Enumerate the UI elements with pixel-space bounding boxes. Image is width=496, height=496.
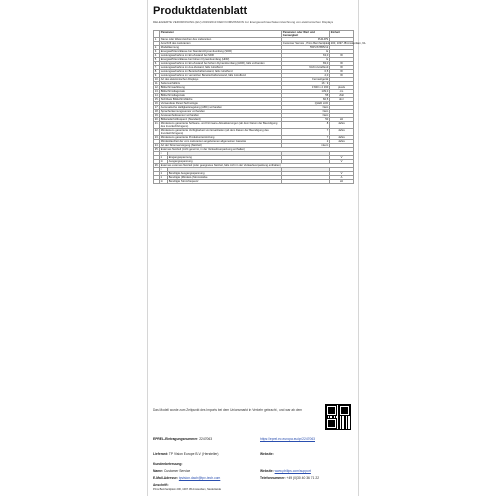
value-cell: E: [282, 50, 330, 54]
num-cell: 22.: [154, 129, 160, 136]
param-cell: Energieeffizienzklasse bei Standard-Dynamikumfang (SDR): [160, 50, 282, 54]
value-cell: 7: [282, 136, 330, 140]
support-website-link[interactable]: www.philips.com/support: [274, 469, 311, 473]
num-cell: 9.: [154, 74, 160, 78]
unit-cell: pixels: [330, 86, 354, 90]
num-cell: 17.: [154, 106, 159, 109]
param-cell: Sichtbare Bildschirmfläche: [160, 98, 282, 102]
table-row: [154, 122, 354, 129]
num-cell: 20.: [154, 118, 159, 121]
value-cell: 139,0: [282, 90, 330, 94]
table-row: 25. Externes Netzteil (nicht genormt, in der Verkaufsverpackung enthalten): [154, 148, 354, 152]
page-title: Produktdatenblatt: [153, 5, 248, 17]
qr-code-icon[interactable]: [325, 404, 351, 430]
value-cell: Customer Service , Prins Bernhardplein 200, 1097 JB Amsterdam, NL: [282, 42, 366, 45]
header-unit: Einheit: [330, 31, 354, 38]
param-cell: Leistungsaufnahme im Aus-Zustand, falls zutreffend: [160, 66, 282, 70]
num-cell: 15.: [154, 98, 159, 101]
value-cell: Nicht zutreffend: [282, 66, 330, 70]
eprel-row: EPREL-Eintragungsnummer: 2247063: [153, 437, 213, 441]
unit-cell: Jahre: [330, 129, 354, 136]
num-cell: 3.: [154, 50, 160, 54]
param-cell: Verwendete Panel-Technologie: [160, 102, 282, 106]
table-row: i: [154, 152, 354, 156]
address-label: Anschrift:: [153, 483, 169, 487]
num-cell: 7.: [154, 66, 160, 70]
value-cell: 55PUS7855/12: [282, 46, 330, 50]
external-psu-label: Externes Netzteil (nicht genormt, in der Verkaufsverpackung enthalten): [160, 148, 354, 152]
value-cell: PHILIPS: [282, 38, 330, 42]
num-cell: 10.: [154, 78, 159, 81]
param-cell: Mindestens garantierte Software- und Firmware-Aktualisierungen (ab dem Datum der Beendigung des Inverkehrbringens): [160, 122, 282, 129]
unit-cell: W: [330, 70, 354, 74]
num-cell: 21.: [154, 122, 160, 129]
num-cell: 12.: [154, 86, 159, 89]
supplier-row: Lieferant: TP Vision Europe B.V. (Hersteller): [153, 452, 219, 456]
num-cell: 13.: [154, 90, 159, 93]
param-cell: Mindestens garantierte Verfügbarkeit von Ersatzteilen (ab dem Datum der Beendigung des Inverkehrbringens): [160, 129, 282, 136]
param-cell: Mindestlaufzeit der vom Lieferanten angebotenen allgemeinen Garantie: [160, 140, 282, 144]
table-header-row: [154, 31, 354, 38]
table-row: [154, 129, 354, 136]
input-voltage-label: Eingangsspannung: [168, 156, 282, 160]
table-row: [154, 62, 354, 66]
num-cell: 14.: [154, 94, 159, 97]
contact-heading: Kundenbetreuung:: [153, 462, 183, 466]
unit-cell: Jahre: [330, 140, 354, 144]
table-row: ii Eingangsspannung V: [154, 156, 354, 160]
value-cell: QLED LCD: [282, 102, 330, 106]
value-cell: 7: [282, 129, 330, 136]
param-cell: Bildschirmauflösung: [160, 86, 282, 90]
unit-cell: Jahre: [330, 136, 354, 140]
param-cell: Mindestens garantierte Produktunterstützung: [160, 136, 282, 140]
num-cell: 23.: [154, 136, 159, 139]
num-cell: 24.: [154, 144, 159, 147]
param-cell: Bildschirmdiagonale: [160, 90, 282, 94]
address-block: Prins Bernhardplein 200, 1097 JB Amsterdam, Niederlande: [153, 488, 222, 491]
table-row: iii Ausgangsspannung V: [154, 160, 354, 164]
unit-cell: Jahre: [330, 122, 354, 129]
param-cell: Automatische Helligkeitsregelung (ABC) vorhanden: [160, 106, 282, 110]
value-cell: 55: [282, 94, 330, 98]
param-cell: Art des elektronischen Displays: [160, 78, 282, 82]
table-row: i: [154, 168, 354, 172]
num-cell: 2.: [154, 46, 160, 50]
unit-cell: W: [330, 74, 354, 78]
param-cell: Bildwiederholfrequenz (Standard): [160, 118, 282, 122]
param-cell: Leistungsaufnahme im vernetzten Bereitschaftszustand, falls zutreffend: [160, 74, 282, 78]
param-cell: Leistungsaufnahme im Bereitschaftszustand, falls zutreffend: [160, 70, 282, 74]
param-cell: Name oder Warenzeichen des Lieferanten: [160, 38, 282, 42]
param-cell: Leistungsaufnahme im Ein-Zustand bei SDR: [160, 54, 282, 58]
value-cell: G: [282, 58, 330, 62]
value-cell: Nein: [282, 114, 330, 118]
param-cell: Spracherkennungssensor vorhanden: [160, 110, 282, 114]
contact-name-row: Name: Customer Service: [153, 469, 191, 473]
num-cell: 16.: [154, 102, 159, 105]
value-cell: 16 : 9: [282, 82, 330, 86]
value-cell: 3 840 x 2 160: [282, 86, 330, 90]
value-cell: 83,0: [282, 62, 330, 66]
num-cell: 8.: [154, 70, 160, 74]
num-cell: 4.: [154, 54, 160, 58]
param-cell: Modellkennung: [160, 46, 282, 50]
param-cell: Anschrift des Lieferanten: [160, 42, 282, 46]
header-value: Parameter oder Wert und Genauigkeit: [282, 31, 330, 38]
unit-cell: cm: [330, 90, 354, 94]
table-row: ii Benötigte (Mindest-)Stromstärke A: [154, 176, 354, 180]
supplier-website-label: Website:: [260, 452, 274, 456]
param-cell: Anwesenheitssensor vorhanden: [160, 114, 282, 118]
table-row: iii Benötigte Stromfrequenz Hz: [154, 180, 354, 184]
eprel-number: 2247063: [199, 437, 213, 441]
email-row: E-Mail-Adresse: tpvision.dach@tpv-tech.com: [153, 476, 221, 480]
unit-cell: W: [330, 66, 354, 70]
param-cell: Art der Stromversorgung (Netzteil): [160, 144, 282, 148]
unit-cell: W: [330, 62, 354, 66]
value-cell: 50: [282, 118, 330, 122]
unit-cell: W: [330, 54, 354, 58]
param-cell: Energieeffizienzklasse bei hohem Dynamikumfang (HDR): [160, 58, 282, 62]
value-cell: 82,5: [282, 98, 330, 102]
num-cell: 19.: [154, 114, 159, 117]
phone-row: Telefonnummer: +49 (0)30 40 36 71 22: [260, 476, 320, 480]
table-row: ii Benötigte Ausgangsspannung V: [154, 172, 354, 176]
support-website-row: Website: www.philips.com/support: [260, 469, 311, 473]
value-cell: 0,5: [282, 70, 330, 74]
num-cell: 1.: [154, 38, 160, 42]
value-cell: 8: [282, 122, 330, 129]
num-cell: 11.: [154, 82, 159, 85]
unit-cell: dm²: [330, 98, 354, 102]
output-voltage-label: Ausgangsspannung: [168, 160, 282, 164]
value-cell: 2: [282, 140, 330, 144]
external-psu-2-label: Externes externes Netzteil (oder geeignetes Netzteil, falls nicht in der Verkaufsverpackung enthalten): [160, 164, 354, 168]
table-row: 26. Externes externes Netzteil (oder geeignetes Netzteil, falls nicht in der Verkaufsverpackung enthalten): [154, 164, 354, 168]
param-cell: Seitenverhältnis: [160, 82, 282, 86]
email-link[interactable]: tpvision.dach@tpv-tech.com: [178, 476, 221, 480]
param-cell: Bildschirmdiagonale: [160, 94, 282, 98]
regulation-subtitle: DELEGIERTE VERORDNUNG (EU) 2019/2013 DER KOMMISSION zur Energieverbrauchskennzeichnung von elektronischen Displays: [153, 20, 334, 24]
eprel-link[interactable]: https://eprel.ec.europa.eu/qr/2247063: [260, 437, 315, 441]
num-cell: 5.: [154, 58, 160, 62]
num-cell: 18.: [154, 110, 159, 113]
spec-table: [153, 30, 366, 184]
value-cell: 2,0: [282, 74, 330, 78]
value-cell: Fernsehgerät: [282, 78, 330, 82]
market-note: Das Modell wurde zum Zeitpunkt des Imports bei dem Unionsmarkt in Verkehr gebracht , und war ab dem: [153, 408, 302, 412]
value-cell: Nein: [282, 106, 330, 110]
num-cell: 6.: [154, 62, 160, 66]
value-cell: intern: [282, 144, 330, 148]
value-cell: 63,0: [282, 54, 330, 58]
unit-cell: Zoll: [330, 94, 354, 98]
datasheet-page: [147, 0, 366, 496]
param-cell: Leistungsaufnahme im Ein-Zustand bei hohem Dynamikumfang (HDR), falls vorhanden: [160, 62, 282, 66]
header-parameter: Parameter: [160, 31, 282, 38]
unit-cell: Hz: [330, 118, 354, 122]
value-cell: Nein: [282, 110, 330, 114]
